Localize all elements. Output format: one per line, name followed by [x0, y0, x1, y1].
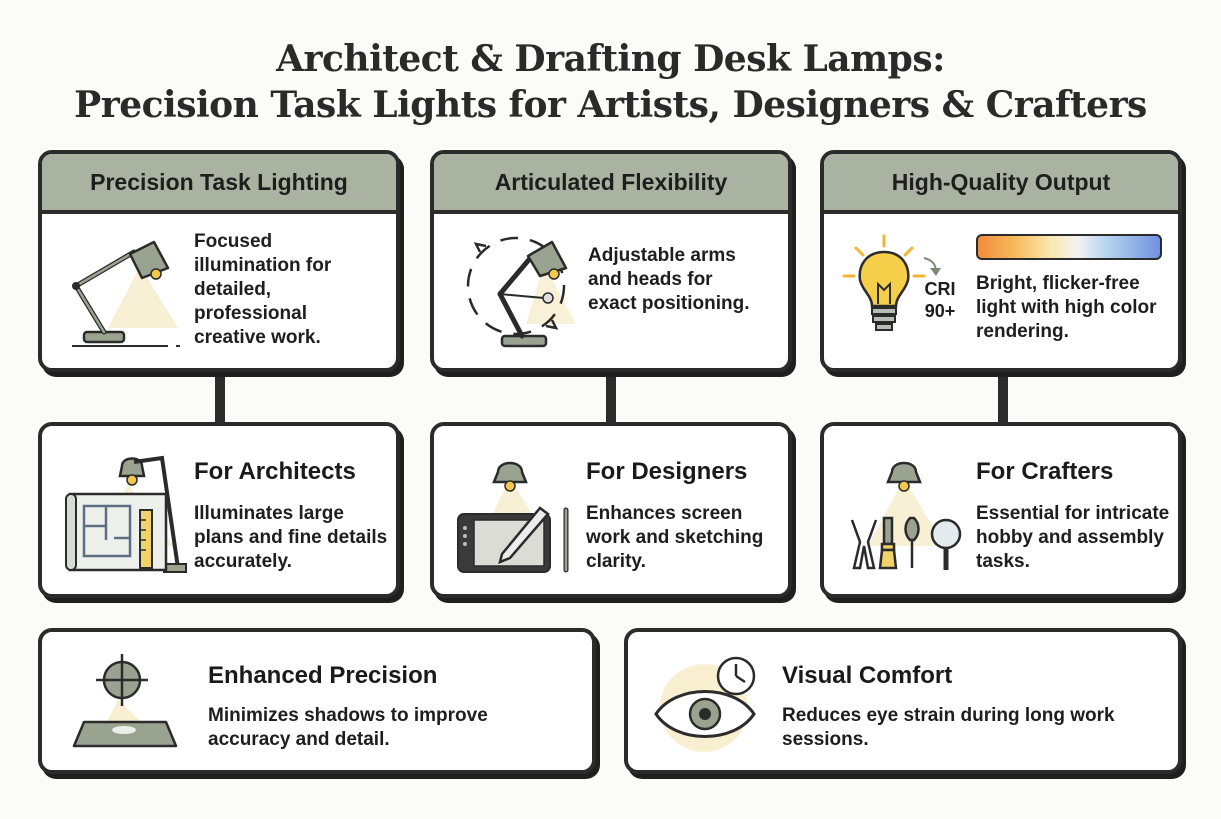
- card-heading: High-Quality Output: [824, 154, 1178, 214]
- desk-lamp-icon: [68, 228, 188, 348]
- eye-clock-icon: [652, 652, 782, 756]
- card-for-crafters: [820, 422, 1182, 598]
- card-for-designers: [430, 422, 792, 598]
- card-description: Enhances screen work and sketching clarity.: [586, 503, 764, 572]
- card-description: Reduces eye strain during long work sessions.: [782, 705, 1115, 750]
- card-enhanced-precision: [38, 628, 596, 774]
- card-heading: For Designers: [586, 458, 748, 485]
- card-heading: For Architects: [194, 458, 356, 485]
- page-title-line-2: Precision Task Lights for Artists, Designers & Crafters: [74, 84, 1147, 126]
- color-spectrum-bar: [976, 234, 1162, 260]
- drawing-tablet-icon: [454, 450, 584, 574]
- card-visual-comfort: [624, 628, 1182, 774]
- card-description: Illuminates large plans and fine details accurately.: [194, 503, 388, 572]
- connector-precision: [215, 370, 225, 425]
- card-description: Minimizes shadows to improve accuracy and detail.: [208, 705, 488, 750]
- arrow-down-icon: [920, 254, 944, 278]
- connector-output: [998, 370, 1008, 425]
- blueprint-icon: [62, 450, 192, 574]
- card-for-architects: [38, 422, 400, 598]
- card-heading: For Crafters: [976, 458, 1114, 485]
- card-description: Bright, flicker-free light with high color rendering.: [976, 273, 1157, 342]
- page-title-line-1: Architect & Drafting Desk Lamps:: [276, 38, 945, 80]
- card-description: Adjustable arms and heads for exact positioning.: [588, 245, 750, 314]
- card-heading: Precision Task Lighting: [42, 154, 396, 214]
- light-bulb-icon: [842, 232, 926, 342]
- card-heading: Enhanced Precision: [208, 662, 438, 689]
- card-description: Essential for intricate hobby and assembly tasks.: [976, 503, 1170, 572]
- card-precision-task-lighting: [38, 150, 400, 372]
- card-description: Focused illumination for detailed, professional creative work.: [194, 231, 332, 348]
- card-heading: Visual Comfort: [782, 662, 953, 689]
- card-heading: Articulated Flexibility: [434, 154, 788, 214]
- card-articulated-flexibility: [430, 150, 792, 372]
- card-high-quality-output: [820, 150, 1182, 372]
- craft-tools-icon: [844, 450, 974, 574]
- articulated-lamp-icon: [456, 224, 586, 354]
- connector-flexibility: [606, 370, 616, 425]
- crosshair-icon: [70, 650, 190, 754]
- cri-label: CRI 90+: [924, 279, 956, 321]
